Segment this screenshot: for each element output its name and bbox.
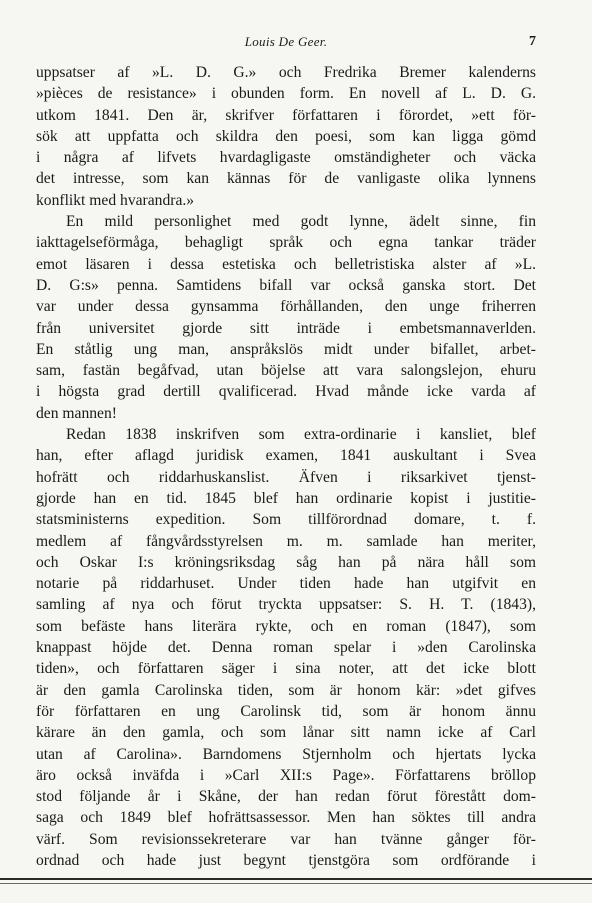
text-line: iakttagelseförmåga, behagligt språk och egna tankar träder: [36, 234, 536, 252]
body-text: [36, 62, 536, 871]
text-line: »pièces de resistance» i obunden form. En novell af L. D. G.: [36, 85, 536, 103]
text-line: sam, fastän begåfvad, utan böjelse att vara salongslejon, ehuru: [36, 362, 536, 380]
text-line: från universitet gjorde sitt inträde i embetsmannaverlden.: [36, 319, 536, 337]
text-line: för författaren en ung Carolinsk tid, som är honom ännu: [36, 702, 536, 720]
text-line: i högsta grad dertill qvalificerad. Hvad månde icke varda af: [36, 383, 536, 401]
page-header: [36, 34, 536, 56]
text-line: samling af nya och förut tryckta uppsatser: S. H. T. (1843),: [36, 596, 536, 614]
text-line: notarie på riddarhuset. Under tiden hade han utgifvit en: [36, 575, 536, 593]
text-line: utan af Carolina». Barndomens Stjernholm och hjertats lycka: [36, 745, 536, 763]
text-line: tiden», och författaren säger i sina noter, att det icke blott: [36, 660, 536, 678]
text-line: gjorde han en tid. 1845 blef han ordinarie kopist i justitie-: [36, 489, 536, 507]
text-line: är den gamla Carolinska tiden, som är honom kär: »det gifves: [36, 681, 536, 699]
text-line: En mild personlighet med godt lynne, ädelt sinne, fin: [66, 213, 536, 231]
text-line: och Oskar I:s kröningsriksdag såg han på nära håll som: [36, 553, 536, 571]
bottom-edge-line-thin: [0, 883, 592, 884]
text-line: En ståtlig ung man, anspråkslös midt under bifallet, arbet-: [36, 340, 536, 358]
text-line: Redan 1838 inskrifven som extra-ordinarie i kansliet, blef: [66, 426, 536, 444]
text-line: medlem af fångvårdsstyrelsen m. m. samlade han meriter,: [36, 532, 536, 550]
page-number: 7: [529, 34, 536, 49]
text-line: saga och 1849 blef hofrättsassessor. Men han söktes till andra: [36, 809, 536, 827]
text-line: som befäste hans literära rykte, och en roman (1847), som: [36, 617, 536, 635]
text-line: konflikt med hvarandra.»: [36, 191, 195, 209]
text-line: i några af lifvets hvardagligaste omständigheter och väcka: [36, 149, 536, 167]
text-line: den mannen!: [36, 404, 117, 422]
text-line: stod följande år i Skåne, der han redan förut förestått dom-: [36, 788, 536, 806]
text-line: sök att uppfatta och skildra den poesi, som kan ligga gömd: [36, 127, 536, 145]
text-line: ordnad och hade just begynt tjenstgöra som ordförande i: [36, 851, 536, 869]
bottom-edge-line: [0, 878, 592, 880]
text-line: knappast höjde det. Denna roman spelar i »den Carolinska: [36, 639, 536, 657]
text-line: han, efter aflagd juridisk examen, 1841 auskultant i Svea: [36, 447, 536, 465]
text-line: var under dessa gynsamma förhållanden, den unge friherren: [36, 298, 536, 316]
text-line: kärare än den gamla, och som lånar sitt namn icke af Carl: [36, 724, 536, 742]
text-line: hofrätt och riddarhuskanslist. Äfven i riksarkivet tjenst-: [36, 468, 536, 486]
text-line: värf. Som revisionssekreterare var han tvänne gånger för-: [36, 830, 536, 848]
text-line: emot läsaren i dessa estetiska och belletristiska alster af »L.: [36, 255, 536, 273]
text-line: D. G:s» penna. Samtidens bifall var också ganska stort. Det: [36, 276, 536, 294]
text-line: äro också inväfda i »Carl XII:s Page». Författarens bröllop: [36, 766, 536, 784]
running-head: Louis De Geer.: [244, 34, 328, 49]
text-line: utkom 1841. Den är, skrifver författaren i förordet, »ett för-: [36, 106, 536, 124]
text-line: det intresse, som kan kännas för de vanligaste olika lynnens: [36, 170, 536, 188]
text-line: statsministerns expedition. Som tillförordnad domare, t. f.: [36, 511, 536, 529]
text-line: uppsatser af »L. D. G.» och Fredrika Bremer kalenderns: [36, 64, 536, 81]
